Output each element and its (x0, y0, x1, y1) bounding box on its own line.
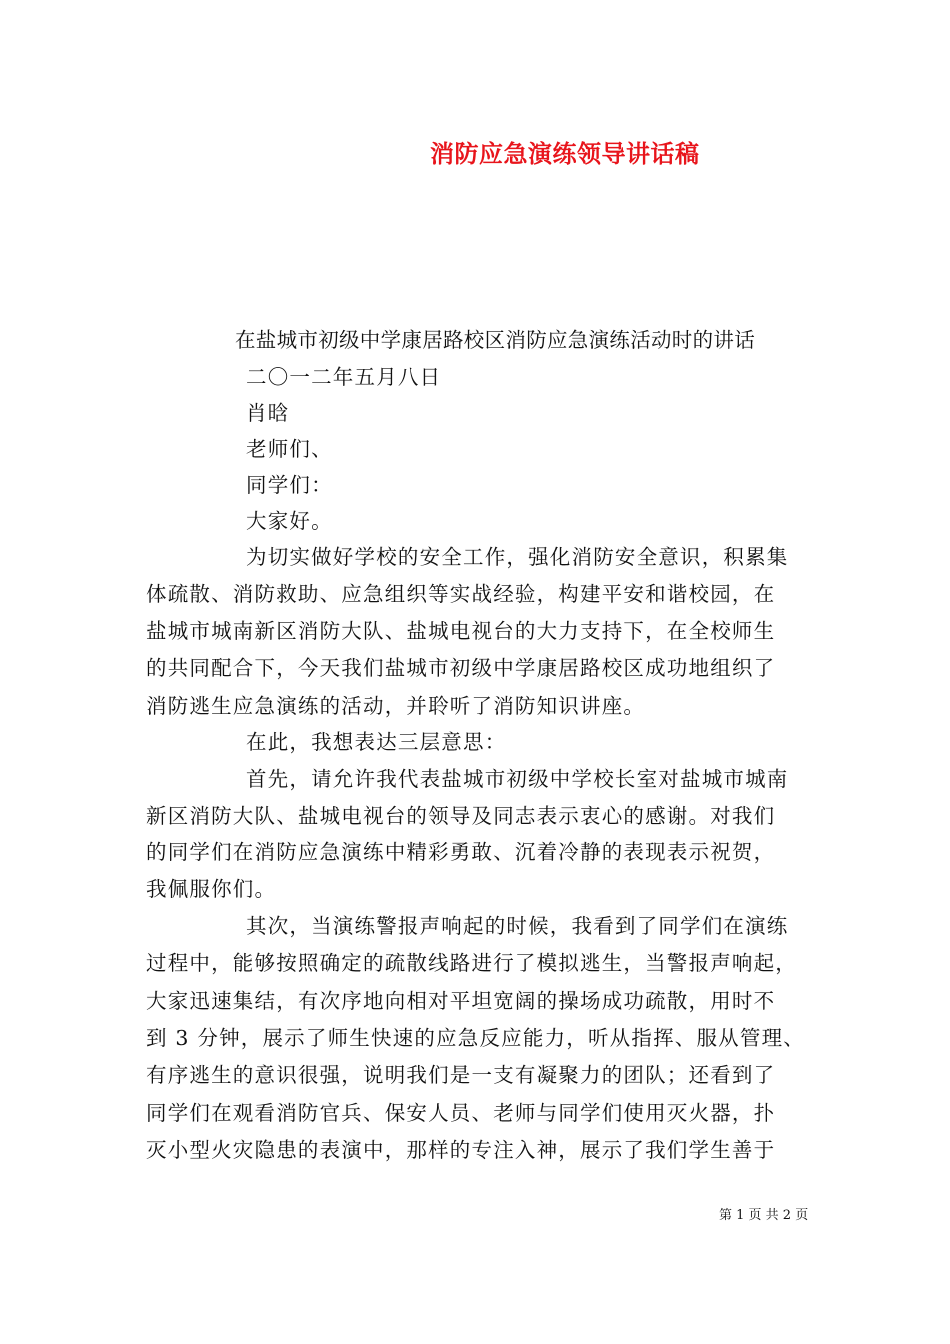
speaker-name: 肖晗 (246, 401, 290, 425)
document-title: 消防应急演练领导讲话稿 (430, 139, 700, 168)
paragraph-line: 盐城市城南新区消防大队、盐城电视台的大力支持下，在全校师生 (146, 619, 776, 643)
paragraph-line: 体疏散、消防救助、应急组织等实战经验，构建平安和谐校园，在 (146, 582, 776, 606)
paragraph-line: 其次，当演练警报声响起的时候，我看到了同学们在演练 (246, 914, 789, 938)
speech-date: 二〇一二年五月八日 (246, 365, 442, 389)
salutation-students: 同学们： (246, 473, 333, 497)
paragraph-line: 的共同配合下，今天我们盐城市初级中学康居路校区成功地组织了 (146, 656, 776, 680)
paragraph-line: 同学们在观看消防官兵、保安人员、老师与同学们使用灭火器，扑 (146, 1101, 776, 1125)
paragraph-line: 新区消防大队、盐城电视台的领导及同志表示衷心的感谢。对我们 (146, 804, 776, 828)
salutation-teachers: 老师们、 (246, 437, 333, 461)
paragraph-line: 灭小型火灾隐患的表演中，那样的专注入神，展示了我们学生善于 (146, 1138, 776, 1162)
paragraph-line: 过程中，能够按照确定的疏散线路进行了模拟逃生，当警报声响起， (146, 951, 797, 975)
paragraph-line: 的同学们在消防应急演练中精彩勇敢、沉着冷静的表现表示祝贺， (146, 840, 776, 864)
paragraph-line: 为切实做好学校的安全工作，强化消防安全意识，积累集 (246, 545, 789, 569)
greeting: 大家好。 (246, 509, 333, 533)
paragraph-line: 有序逃生的意识很强，说明我们是一支有凝聚力的团队；还看到了 (146, 1063, 776, 1087)
paragraph-line: 我佩服你们。 (146, 877, 277, 901)
paragraph-line: 消防逃生应急演练的活动，并聆听了消防知识讲座。 (146, 694, 646, 718)
speech-subtitle: 在盐城市初级中学康居路校区消防应急演练活动时的讲话 (235, 328, 755, 352)
paragraph-line: 到 3 分钟，展示了师生快速的应急反应能力，听从指挥、服从管理、 (146, 1026, 805, 1050)
page-number: 第 1 页 共 2 页 (719, 1208, 809, 1223)
paragraph-line: 首先，请允许我代表盐城市初级中学校长室对盐城市城南 (246, 767, 789, 791)
paragraph-line: 大家迅速集结，有次序地向相对平坦宽阔的操场成功疏散，用时不 (146, 989, 776, 1013)
paragraph-line: 在此，我想表达三层意思： (246, 730, 507, 754)
